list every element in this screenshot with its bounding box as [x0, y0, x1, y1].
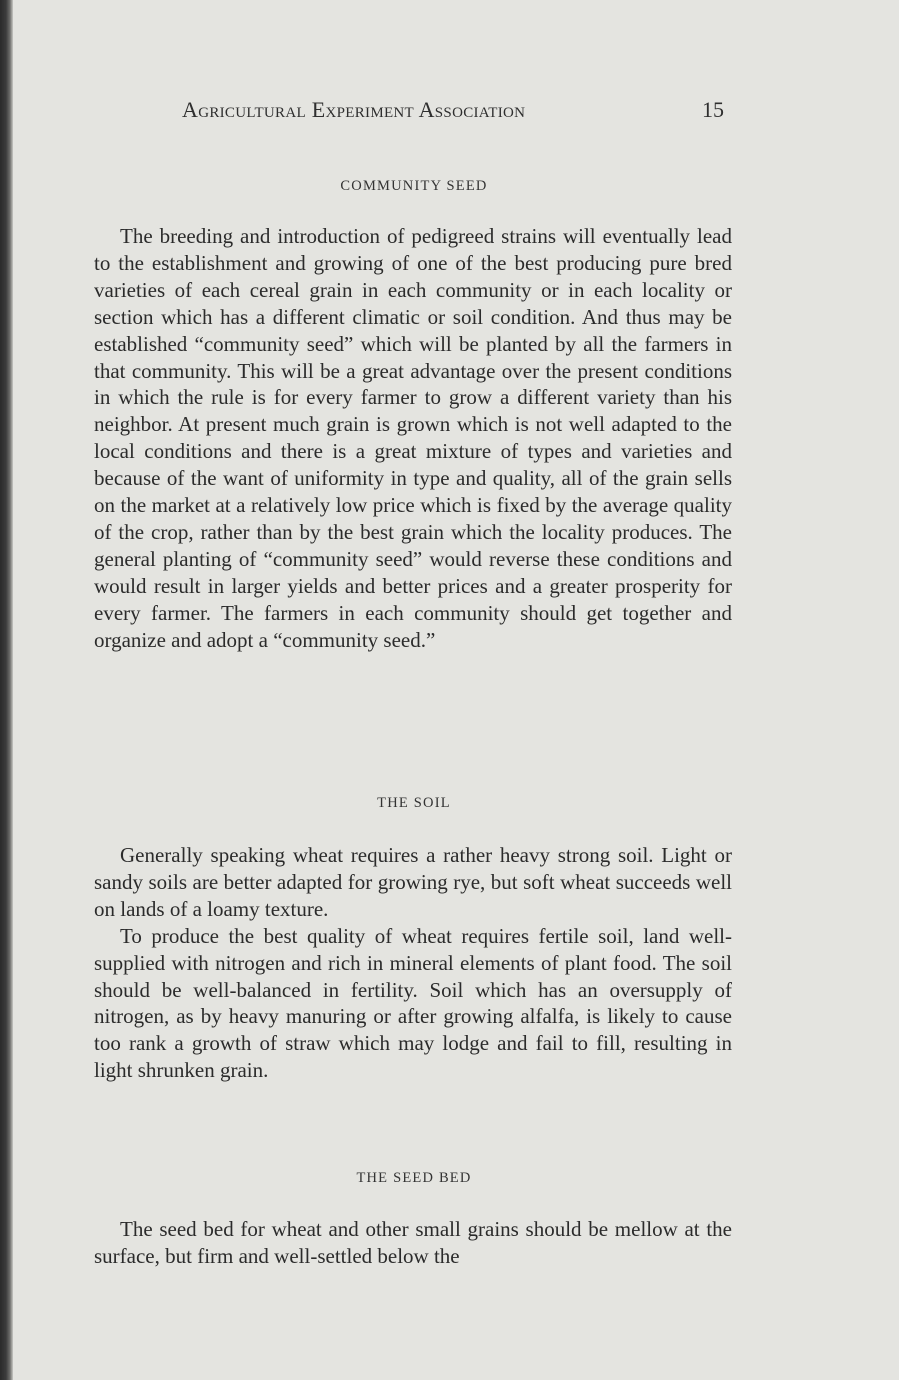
- paragraph: Generally speaking wheat requires a rather heavy strong soil. Light or sandy soils are better adapted for growing rye, but soft wheat succeeds well on lands of a loamy texture.: [94, 843, 732, 921]
- running-head: Agricultural Experiment Association: [182, 97, 526, 122]
- section-body-the-soil: [94, 842, 732, 1084]
- paragraph: The seed bed for wheat and other small grains should be mellow at the surface, but firm and well-settled below the: [94, 1217, 732, 1268]
- section-heading-the-seed-bed: THE SEED BED: [356, 1170, 472, 1186]
- section-body-the-seed-bed: [94, 1216, 732, 1270]
- section-body-community-seed: [94, 223, 732, 654]
- paragraph: To produce the best quality of wheat requires fertile soil, land well-supplied with nitrogen and rich in mineral elements of plant food. The soil should be well-balanced in fertility. Soil which has an oversupply of nitrogen, as by heavy manuring or after growing alfalfa, is likely to cause too rank a growth of straw which may lodge and fail to fill, resulting in light shrunken grain.: [94, 923, 732, 1083]
- page-number: 15: [702, 97, 724, 122]
- section-heading-the-soil: THE SOIL: [377, 795, 451, 811]
- paragraph: The breeding and introduction of pedigreed strains will eventually lead to the establishment and growing of one of the best producing pure bred varieties of each cereal grain in each community or in each locality or section which has a different climatic or soil condition. And thus may be established “community seed” which will be planted by all the farmers in that community. This will be a great advantage over the present conditions in which the rule is for every farmer to grow a different variety than his neighbor. At present much grain is grown which is not well adapted to the local conditions and there is a great mixture of types and varieties and because of the want of uniformity in type and quality, all of the grain sells on the market at a relatively low price which is fixed by the average quality of the crop, rather than by the best grain which the locality produces. The general planting of “community seed” would reverse these conditions and would result in larger yields and better prices and a greater prosperity for every farmer. The farmers in each community should get together and organize and adopt a “community seed.”: [94, 224, 732, 652]
- section-heading-community-seed: COMMUNITY SEED: [340, 178, 488, 194]
